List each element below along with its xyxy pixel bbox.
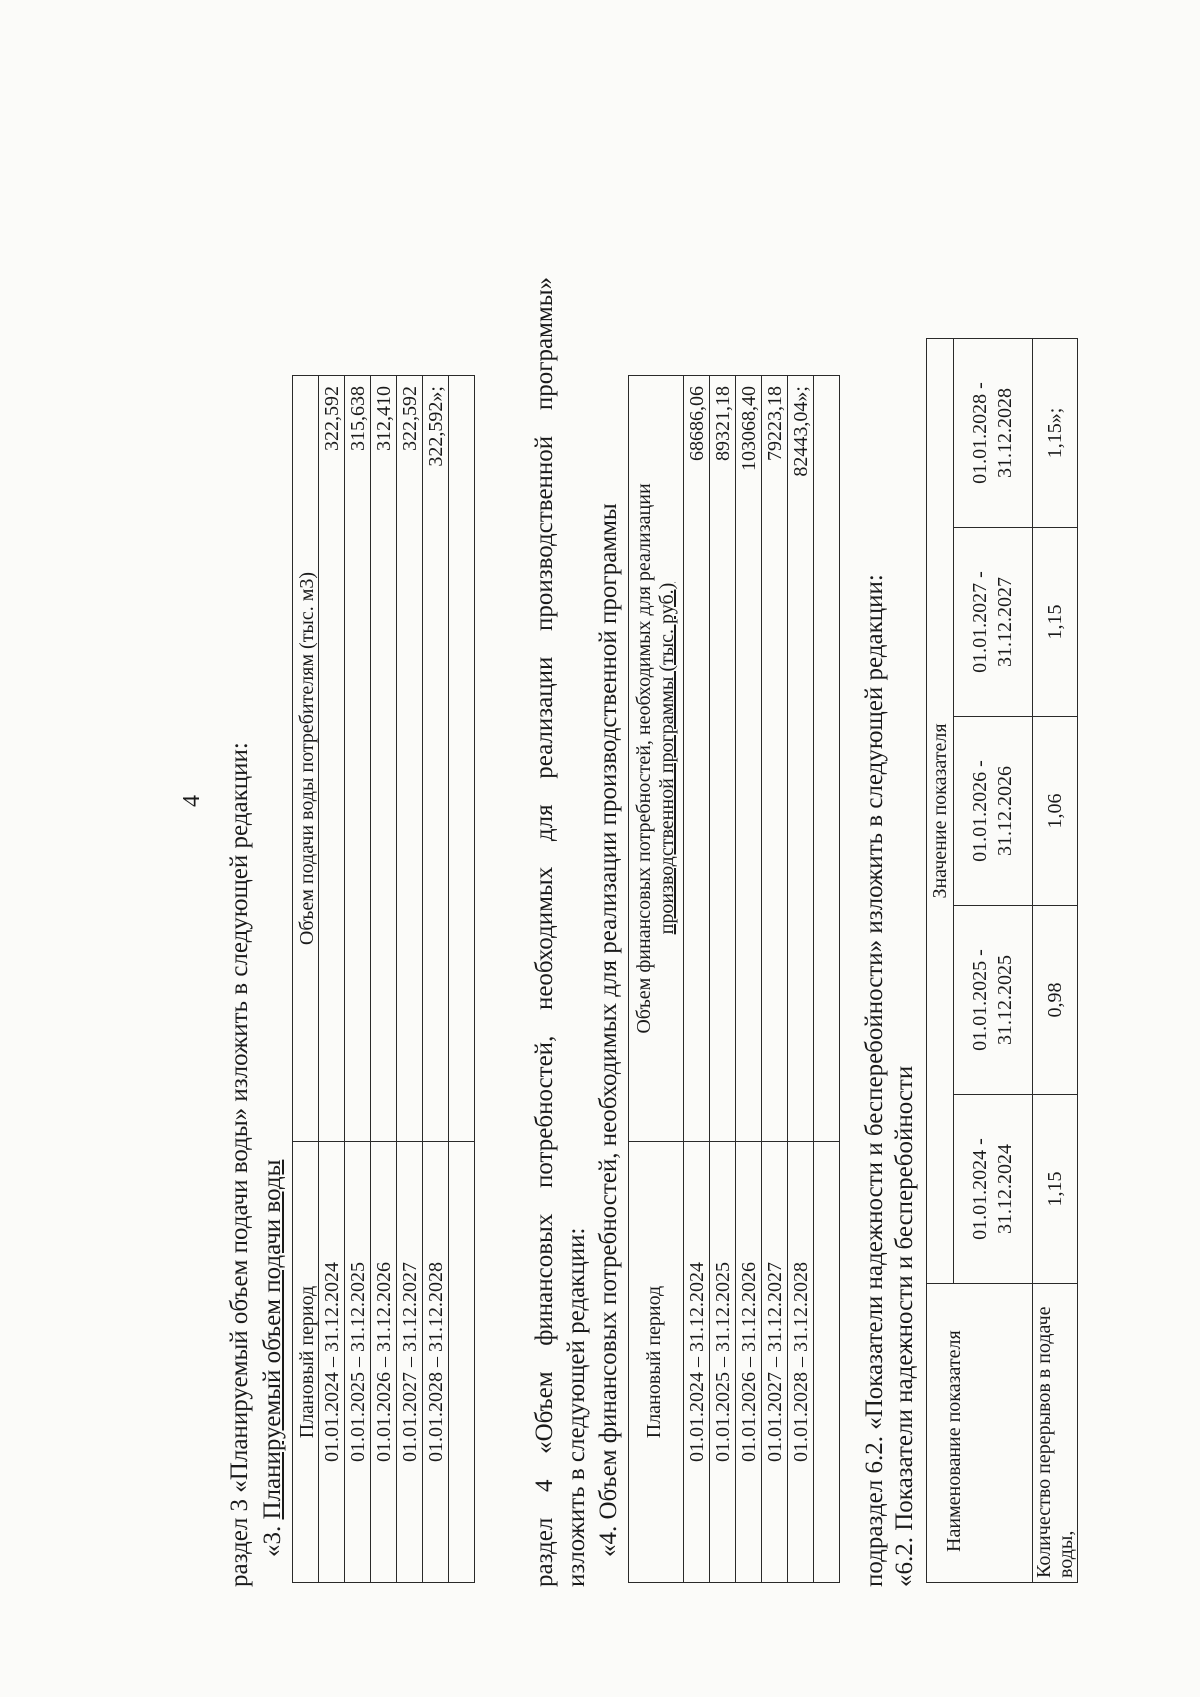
table-row (371, 376, 397, 1583)
table-row (684, 376, 710, 1583)
table-row (762, 376, 788, 1583)
section4-amount-cell: 79223,18 (762, 376, 788, 1142)
subsection62-value-cell: 1,15 (1033, 1095, 1078, 1284)
section3-header-period: Плановый период (293, 1142, 319, 1583)
section4-amount-cell: 82443,04»; (788, 376, 814, 1142)
table-row (397, 376, 423, 1583)
subsection62-name-header: Наименование показателя (927, 1284, 1033, 1583)
subsection62-year-header (954, 717, 1033, 906)
year-start: 01.01.2024 - (969, 1138, 991, 1240)
table-row (736, 376, 762, 1583)
section3-empty-cell (449, 1142, 475, 1583)
year-end: 31.12.2027 (994, 577, 1016, 667)
table-header-row (629, 376, 684, 1583)
subsection62-value-cell: 1,15»; (1033, 339, 1078, 528)
section3-header-volume: Объем подачи воды потребителям (тыс. м3) (293, 376, 319, 1142)
subsection62-value-header: Значение показателя (927, 339, 954, 1284)
section4-amount-cell: 68686,06 (684, 376, 710, 1142)
section3-volume-cell: 322,592 (319, 376, 345, 1142)
subsection62-value-cell: 1,15 (1033, 528, 1078, 717)
page-number: 4 (179, 795, 205, 807)
subsection62-intro: подраздел 6.2. «Показатели надежности и бесперебойности» изложить в следующей редакции: (861, 574, 888, 1587)
subsection62-value-cell: 0,98 (1033, 906, 1078, 1095)
subsection62-row-label: Количество перерывов в подаче воды, (1033, 1284, 1078, 1583)
subsection62-year-header (954, 906, 1033, 1095)
subsection62-year-header (954, 1095, 1033, 1284)
section3-title-prefix: «3. (259, 1519, 286, 1557)
section3-intro: раздел 3 «Планируемый объем подачи воды» изложить в следующей редакции: (226, 742, 253, 1587)
section3-period-cell: 01.01.2027 – 31.12.2027 (397, 1142, 423, 1583)
year-end: 31.12.2024 (994, 1144, 1016, 1234)
section4-period-cell: 01.01.2027 – 31.12.2027 (762, 1142, 788, 1583)
section4-empty-cell (814, 376, 840, 1142)
section3-title (258, 1160, 288, 1557)
section3-period-cell: 01.01.2024 – 31.12.2024 (319, 1142, 345, 1583)
year-start: 01.01.2026 - (969, 760, 991, 862)
rotated-page-content (100, 30, 1140, 1627)
section4-period-cell: 01.01.2028 – 31.12.2028 (788, 1142, 814, 1583)
section4-title: «4. Объем финансовых потребностей, необходимых для реализации производственной программы (595, 503, 622, 1557)
table-row (814, 376, 840, 1583)
year-start: 01.01.2025 - (969, 949, 991, 1051)
section3-period-cell: 01.01.2026 – 31.12.2026 (371, 1142, 397, 1583)
table-row (1033, 339, 1078, 1583)
section4-period-cell: 01.01.2025 – 31.12.2025 (710, 1142, 736, 1583)
section4-table (628, 375, 840, 1583)
year-end: 31.12.2028 (994, 388, 1016, 478)
section4-header-financing (629, 376, 684, 1142)
year-start: 01.01.2027 - (969, 571, 991, 673)
section4-intro-line1: раздел 4 «Объем финансовых потребностей, необходимых для реализации производственной программы» (531, 277, 558, 1587)
table-row (423, 376, 449, 1583)
section3-title-text: Планируемый объем подачи воды (259, 1159, 286, 1520)
table-row (788, 376, 814, 1583)
section4-intro-line2: изложить в следующей редакции: (563, 1227, 590, 1587)
section3-table (292, 375, 475, 1583)
section3-volume-cell: 312,410 (371, 376, 397, 1142)
section4-amount-cell: 89321,18 (710, 376, 736, 1142)
table-row (345, 376, 371, 1583)
section3-period-cell: 01.01.2025 – 31.12.2025 (345, 1142, 371, 1583)
section3-volume-cell: 322,592»; (423, 376, 449, 1142)
table-header-row (927, 339, 954, 1583)
year-end: 31.12.2025 (994, 955, 1016, 1045)
section4-empty-cell (814, 1142, 840, 1583)
section3-period-cell: 01.01.2028 – 31.12.2028 (423, 1142, 449, 1583)
section4-header-period: Плановый период (629, 1142, 684, 1583)
section3-empty-cell (449, 376, 475, 1142)
year-end: 31.12.2026 (994, 766, 1016, 856)
section4-header-financing-line1: Объем финансовых потребностей, необходимых для реализации (633, 483, 655, 1034)
subsection62-year-header (954, 528, 1033, 717)
section4-header-financing-line2: производственной программы (тыс. руб.) (656, 582, 678, 935)
table-row (710, 376, 736, 1583)
table-row (449, 376, 475, 1583)
section4-period-cell: 01.01.2026 – 31.12.2026 (736, 1142, 762, 1583)
subsection62-year-header (954, 339, 1033, 528)
section4-period-cell: 01.01.2024 – 31.12.2024 (684, 1142, 710, 1583)
year-start: 01.01.2028 - (969, 382, 991, 484)
subsection62-title: «6.2. Показатели надежности и бесперебойности (891, 1065, 918, 1587)
table-header-row (293, 376, 319, 1583)
section4-amount-cell: 103068,40 (736, 376, 762, 1142)
subsection62-table (926, 338, 1078, 1583)
subsection62-value-cell: 1,06 (1033, 717, 1078, 906)
section3-volume-cell: 322,592 (397, 376, 423, 1142)
section3-volume-cell: 315,638 (345, 376, 371, 1142)
table-row (319, 376, 345, 1583)
